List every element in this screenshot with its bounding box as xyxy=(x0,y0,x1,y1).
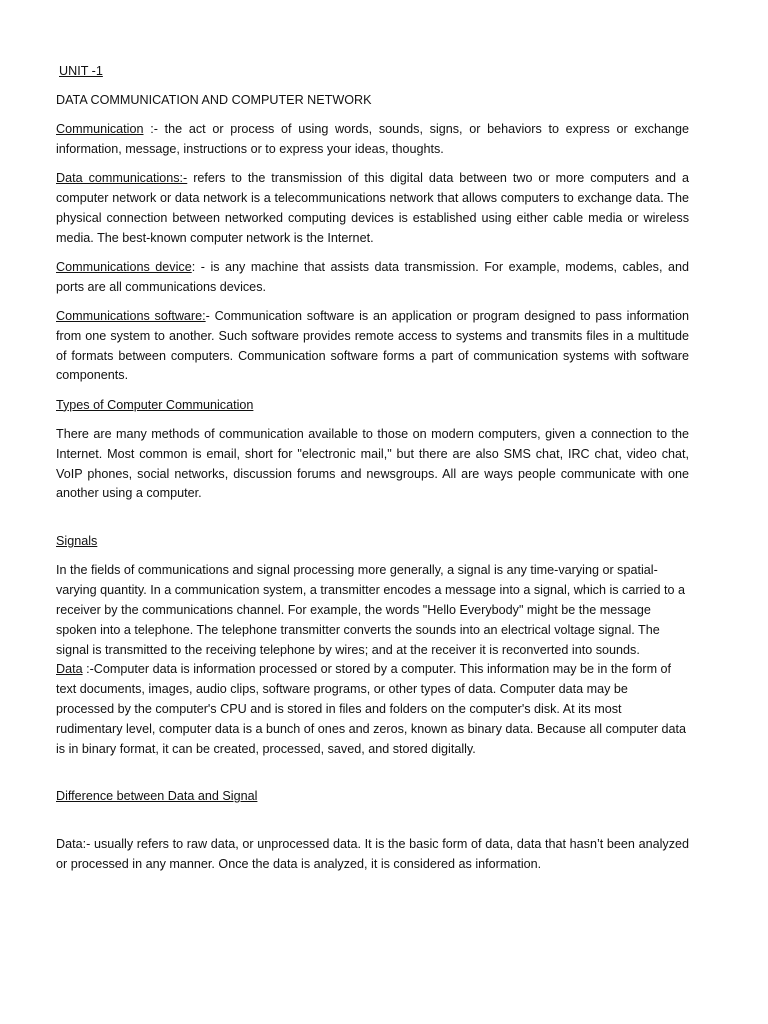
main-title: DATA COMMUNICATION AND COMPUTER NETWORK xyxy=(56,92,372,107)
types-paragraph: There are many methods of communication available to those on modern computers, given a connection to the Internet. Most common is email, short for "electronic mail," but there are also SMS chat, IRC chat, video chat, VoIP phones, social networks, discussion forums and newsgroups. All are ways people communicate with one another using a computer. xyxy=(56,426,689,501)
definition-separator: - xyxy=(205,308,210,323)
definition-separator: :- xyxy=(143,122,158,137)
definition-text: the act or process of using words, sounds, signs, or behaviors to express or exchange information, message, instructions or to express your ideas, thoughts. xyxy=(56,122,689,156)
section-heading-text: Difference between Data and Signal xyxy=(56,789,258,804)
definition-communication xyxy=(56,120,689,160)
definition-separator: : xyxy=(191,259,196,274)
difference-text: usually refers to raw data, or unprocessed data. It is the basic form of data, data that hasn’t been analyzed or processed in any manner. Once the data is analyzed, it is considered as information. xyxy=(56,837,689,871)
definition-text: -Computer data is information processed or stored by a computer. This information may be in the form of text documents, images, audio clips, software programs, or other types of data. Computer data may be processed by the computer's CPU and is stored in files and folders on the computer's disk. At its most rudimentary level, computer data is a bunch of ones and zeros, known as binary data. Because all computer data is in binary format, it can be created, processed, saved, and stored digitally. xyxy=(56,662,687,756)
difference-paragraph xyxy=(56,835,689,875)
section-heading-difference xyxy=(56,787,689,807)
definition-term: Data communications:- xyxy=(56,171,188,186)
definition-separator: : xyxy=(82,662,90,677)
definition-term: Communications device xyxy=(56,259,192,274)
signals-paragraph: In the fields of communications and signal processing more generally, a signal is any time-varying or spatial-varying quantity. In a communication system, a transmitter encodes a message into a signal, which is carried to a receiver by the communications channel. For example, the words "Hello Everybody" might be the message spoken into a telephone. The telephone transmitter converts the sounds into an electrical voltage signal. The signal is transmitted to the receiving telephone by wires; and at the receiver it is reconverted into sounds. xyxy=(56,563,686,657)
section-heading-text: Signals xyxy=(56,534,98,549)
definition-term: Communications software: xyxy=(56,308,206,323)
definition-text: Communication software is an application or program designed to pass information from one system to another. Such software provides remote access to systems and transmits files in a multitude of formats between computers. Communication software forms a part of communication systems with software components. xyxy=(56,308,689,383)
definition-text: refers to the transmission of this digital data between two or more computers and a computer network or data network is a telecommunications network that allows computers to exchange data. The physical connection between networked computing devices is established using either cable media or wireless media. The best-known computer network is the Internet. xyxy=(56,171,689,245)
definition-communications-device xyxy=(56,258,689,298)
definition-data xyxy=(56,660,689,759)
section-heading-types xyxy=(56,396,689,416)
definition-term: Data xyxy=(56,662,83,677)
document-page xyxy=(56,62,689,884)
unit-title: UNIT -1 xyxy=(59,64,103,78)
definition-data-communications xyxy=(56,169,689,248)
section-heading-signals xyxy=(56,532,689,552)
difference-term: Data:- xyxy=(56,837,91,852)
definition-term: Communication xyxy=(56,122,144,137)
definition-communications-software xyxy=(56,307,689,386)
definition-text: - is any machine that assists data transmission. For example, modems, cables, and ports are all communications devices. xyxy=(56,259,689,294)
section-heading-text: Types of Computer Communication xyxy=(56,397,254,412)
